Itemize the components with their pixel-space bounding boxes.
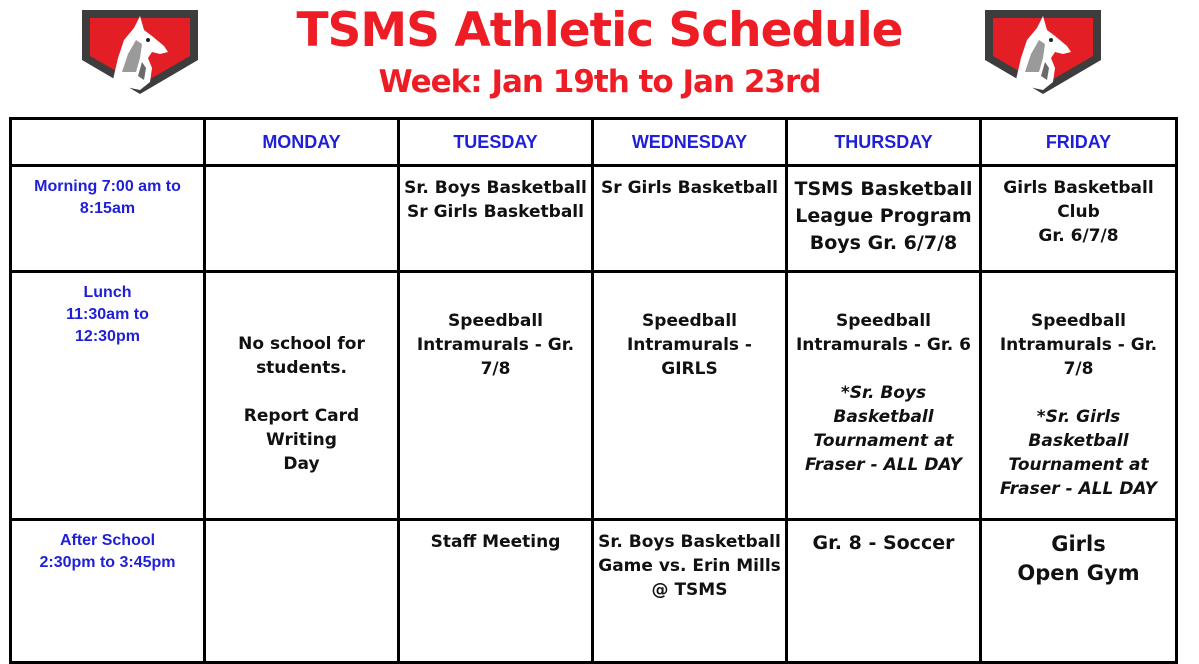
- time-label-morning: [11, 166, 205, 272]
- activity-text: Gr. 6/7/8: [1038, 226, 1119, 246]
- time-label-line: After School: [59, 532, 156, 549]
- activity-text: Sr. Boys Basketball: [404, 178, 587, 198]
- activity-text: Girls: [1051, 532, 1106, 556]
- activity-text: League Program: [795, 205, 972, 227]
- activity-text: Speedball: [1031, 311, 1126, 331]
- tournament-note: *Sr. Boys Basketball: [833, 383, 934, 427]
- time-label-after-school: [11, 520, 205, 663]
- day-header-row: [11, 119, 1177, 166]
- activity-text: Speedball: [448, 311, 543, 331]
- day-header-tuesday: TUESDAY: [399, 119, 593, 166]
- activity-text: Boys Gr. 6/7/8: [809, 232, 958, 254]
- activity-text: Sr. Boys Basketball: [598, 532, 781, 552]
- cell-friday-morning: [981, 166, 1177, 272]
- activity-text: Intramurals - Gr. 7/8: [416, 335, 575, 379]
- tournament-note: Fraser - ALL DAY: [805, 455, 962, 475]
- activity-text: No school for: [238, 334, 365, 354]
- table-row: [11, 166, 1177, 272]
- activity-text: Intramurals - Gr. 7/8: [999, 335, 1158, 379]
- time-label-line: Lunch: [83, 284, 132, 301]
- cell-thursday-lunch: [787, 272, 981, 520]
- activity-text: TSMS Basketball: [794, 178, 973, 200]
- cell-thursday-morning: [787, 166, 981, 272]
- cell-tuesday-after-school: [399, 520, 593, 663]
- corner-cell: [11, 119, 205, 166]
- cell-tuesday-lunch: [399, 272, 593, 520]
- day-header-friday: FRIDAY: [981, 119, 1177, 166]
- day-header-monday: MONDAY: [205, 119, 399, 166]
- activity-text: Speedball: [642, 311, 737, 331]
- activity-text: Intramurals - GIRLS: [626, 335, 752, 379]
- cell-wednesday-morning: [593, 166, 787, 272]
- page-title: TSMS Athletic Schedule: [296, 3, 903, 58]
- time-label-line: 11:30am to: [66, 306, 149, 323]
- time-label-line: Morning 7:00 am to: [34, 178, 181, 195]
- cell-friday-after-school: [981, 520, 1177, 663]
- activity-text: @ TSMS: [651, 580, 728, 600]
- activity-text: Speedball: [836, 311, 931, 331]
- activity-text: Intramurals - Gr. 6: [795, 335, 972, 355]
- activity-text: Day: [283, 454, 320, 474]
- cell-thursday-after-school: [787, 520, 981, 663]
- day-header-wednesday: WEDNESDAY: [593, 119, 787, 166]
- activity-text: Open Gym: [1017, 561, 1140, 585]
- cell-monday-after-school: [205, 520, 399, 663]
- week-subtitle: Week: Jan 19th to Jan 23rd: [378, 64, 821, 100]
- activity-text: students.: [256, 358, 347, 378]
- activity-text: Club: [1057, 202, 1100, 222]
- cell-monday-lunch: [205, 272, 399, 520]
- activity-text: Game vs. Erin Mills: [598, 556, 781, 576]
- activity-text: Sr Girls Basketball: [601, 178, 778, 198]
- schedule-table: [9, 117, 1178, 664]
- activity-text: Sr Girls Basketball: [407, 202, 584, 222]
- tournament-note: Tournament at: [1008, 455, 1149, 475]
- tournament-note: Tournament at: [813, 431, 954, 451]
- cell-monday-morning: [205, 166, 399, 272]
- cell-wednesday-lunch: [593, 272, 787, 520]
- activity-text: Report Card Writing: [243, 406, 360, 450]
- activity-text: Girls Basketball: [1003, 178, 1154, 198]
- table-row: [11, 520, 1177, 663]
- activity-text: Gr. 8 - Soccer: [812, 532, 955, 554]
- cell-tuesday-morning: [399, 166, 593, 272]
- table-row: [11, 272, 1177, 520]
- day-header-thursday: THURSDAY: [787, 119, 981, 166]
- tournament-note: Fraser - ALL DAY: [1000, 479, 1157, 499]
- time-label-lunch: [11, 272, 205, 520]
- time-label-line: 2:30pm to 3:45pm: [39, 554, 176, 571]
- tournament-note: *Sr. Girls Basketball: [1028, 407, 1129, 451]
- activity-text: Staff Meeting: [430, 532, 561, 552]
- time-label-line: 12:30pm: [75, 328, 140, 345]
- cell-friday-lunch: [981, 272, 1177, 520]
- cell-wednesday-after-school: [593, 520, 787, 663]
- time-label-line: 8:15am: [79, 200, 136, 217]
